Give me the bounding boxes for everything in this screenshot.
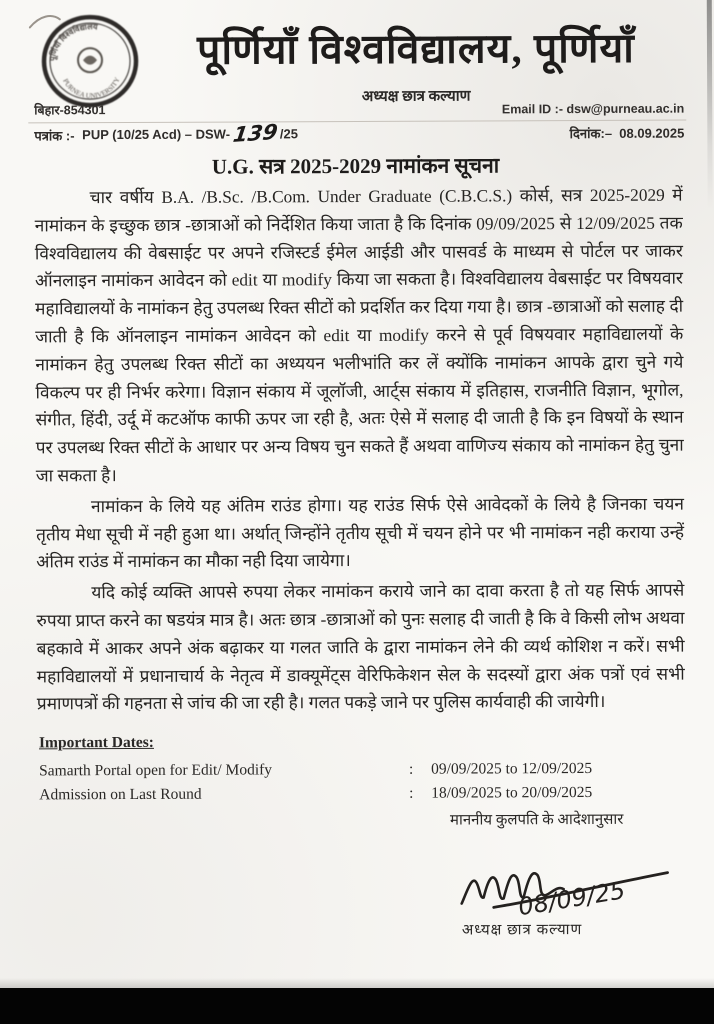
signatory-designation: अध्यक्ष छात्र कल्याण xyxy=(461,922,583,939)
dates-row-edit-modify xyxy=(39,757,659,784)
address-row xyxy=(34,99,684,119)
address-text: बिहार-854301 xyxy=(34,103,106,118)
signature-handwritten xyxy=(453,851,693,930)
important-dates-heading: Important Dates: xyxy=(38,733,154,752)
important-dates-section xyxy=(39,732,659,808)
paragraph-3: यदि कोई व्यक्ति आपसे रुपया लेकर नामांकन कराये जाने का दावा करता है तो यह सिर्फ आपसे रुपया प्राप्त करने का षडयंत्र मात्र है। अतः छात्र -छात्राओं को पुनः सलाह दी जाती है कि वे किसी लोभ अथवा बहकावे में आकर अपने अंक बढ़ाकर या गलत जाति के द्वारा नामांकन लेने की व्यर्थ कोशिश न करें। सभी महाविद्यालयों में प्रधानाचार्य के नेतृत्व में डाक्यूमेंट्स वेरिफिकेशन सेल के सदस्यों द्वारा अंक पत्रों एवं सभी प्रमाणपत्रों की गहनता से जांच की जा रही है। गलत पकड़े जाने पर पुलिस कार्यवाही की जायेगी। xyxy=(36,580,685,714)
dates-row-label: Admission on Last Round xyxy=(39,785,202,804)
signature-date: 08/09/25 xyxy=(516,876,628,922)
date-value: 08.09.2025 xyxy=(619,125,685,141)
notice-body xyxy=(35,182,685,722)
paragraph-1: चार वर्षीय B.A. /B.Sc. /B.Com. Under Graduate (C.B.C.S.) कोर्स, सत्र 2025-2029 में नामांकन के इच्छुक छात्र -छात्राओं को निर्देशित किया जाता है कि दिनांक 09/09/2025 से 12/09/2025 तक विश्वविद्यालय की वेबसाईट पर अपने रजिस्टर्ड ईमेल आईडी और पासवर्ड के माध्यम से पोर्टल पर जाकर ऑनलाइन नामांकन आवेदन को edit या modify किया जा सकता है। विश्वविद्यालय वेबसाईट पर विषयवार महाविद्यालयों के नामांकन हेतु उपलब्ध रिक्त सीटों को प्रदर्शित कर दिया गया है। छात्र -छात्राओं को सलाह दी जाती है कि ऑनलाइन नामांकन आवेदन को edit या modify करने से पूर्व विषयवार महाविद्यालयों के नामांकन हेतु उपलब्ध रिक्त सीटों का अध्ययन भलीभांति कर लें क्योंकि नामांकन आपके द्वारा चुने गये विकल्प पर ही निर्भर करेगा। विज्ञान संकाय में जूलॉजी, आर्ट्स संकाय में इतिहास, राजनीति विज्ञान, भूगोल, संगीत, हिंदी, उर्दू में कटऑफ काफी ऊपर जा रही है, अतः ऐसे में सलाह दी जाती है कि इन विषयों के स्थान पर उपलब्ध रिक्त सीटों के आधार पर अन्य विषय चुन सकते हैं अथवा वाणिज्य संकाय को नामांकन हेतु चुना जा सकता है। xyxy=(34,185,684,486)
scan-black-band xyxy=(0,988,714,1024)
reference-row xyxy=(34,119,685,148)
scan-bottom-fade xyxy=(0,978,714,988)
dates-row-last-round xyxy=(39,781,659,808)
reference-number xyxy=(34,119,298,148)
university-name: पूर्णियाँ विश्वविद्यालय, पूर्णियाँ xyxy=(197,24,635,73)
ref-suffix: /25 xyxy=(279,126,298,142)
seal-text-top: पूर्णियाँ विश्वविद्यालय xyxy=(48,22,98,62)
notice-title: U.G. सत्र 2025-2029 नामांकन सूचना xyxy=(211,153,500,179)
ref-handwritten-number: 139 xyxy=(231,119,279,148)
dates-row-value: 18/09/2025 to 20/09/2025 xyxy=(431,783,593,802)
university-seal-icon xyxy=(38,13,142,109)
paragraph-2: नामांकन के लिये यह अंतिम राउंड होगा। यह राउंड सिर्फ ऐसे आवेदकों के लिये है जिनका चयन तृतीय मेधा सूची में नही हुआ था। अर्थात् जिन्होंने तृतीय सूची में चयन होने पर भी नामांकन नही कराया उन्हें अंतिम राउंड में नामांकन का मौका नही दिया जायेगा। xyxy=(36,494,685,572)
department-title: अध्यक्ष छात्र कल्याण xyxy=(361,88,471,105)
dates-row-value: 09/09/2025 to 12/09/2025 xyxy=(431,759,593,778)
svg-text:PURNEA UNIVERSITY xyxy=(61,76,121,100)
seal-text-bottom: PURNEA UNIVERSITY xyxy=(61,76,122,101)
ref-label: पत्रांक :- xyxy=(34,127,75,143)
date-field xyxy=(570,123,685,142)
email-text: Email ID :- dsw@purneau.ac.in xyxy=(501,101,685,117)
dates-row-label: Samarth Portal open for Edit/ Modify xyxy=(39,761,273,780)
dates-row-separator: : xyxy=(408,760,414,778)
date-label: दिनांक:– xyxy=(569,125,613,141)
dates-row-separator: : xyxy=(409,784,414,802)
by-order-text: माननीय कुलपति के आदेशानुसार xyxy=(449,811,624,829)
ref-prefix: PUP (10/25 Acd) – DSW- xyxy=(82,126,231,143)
